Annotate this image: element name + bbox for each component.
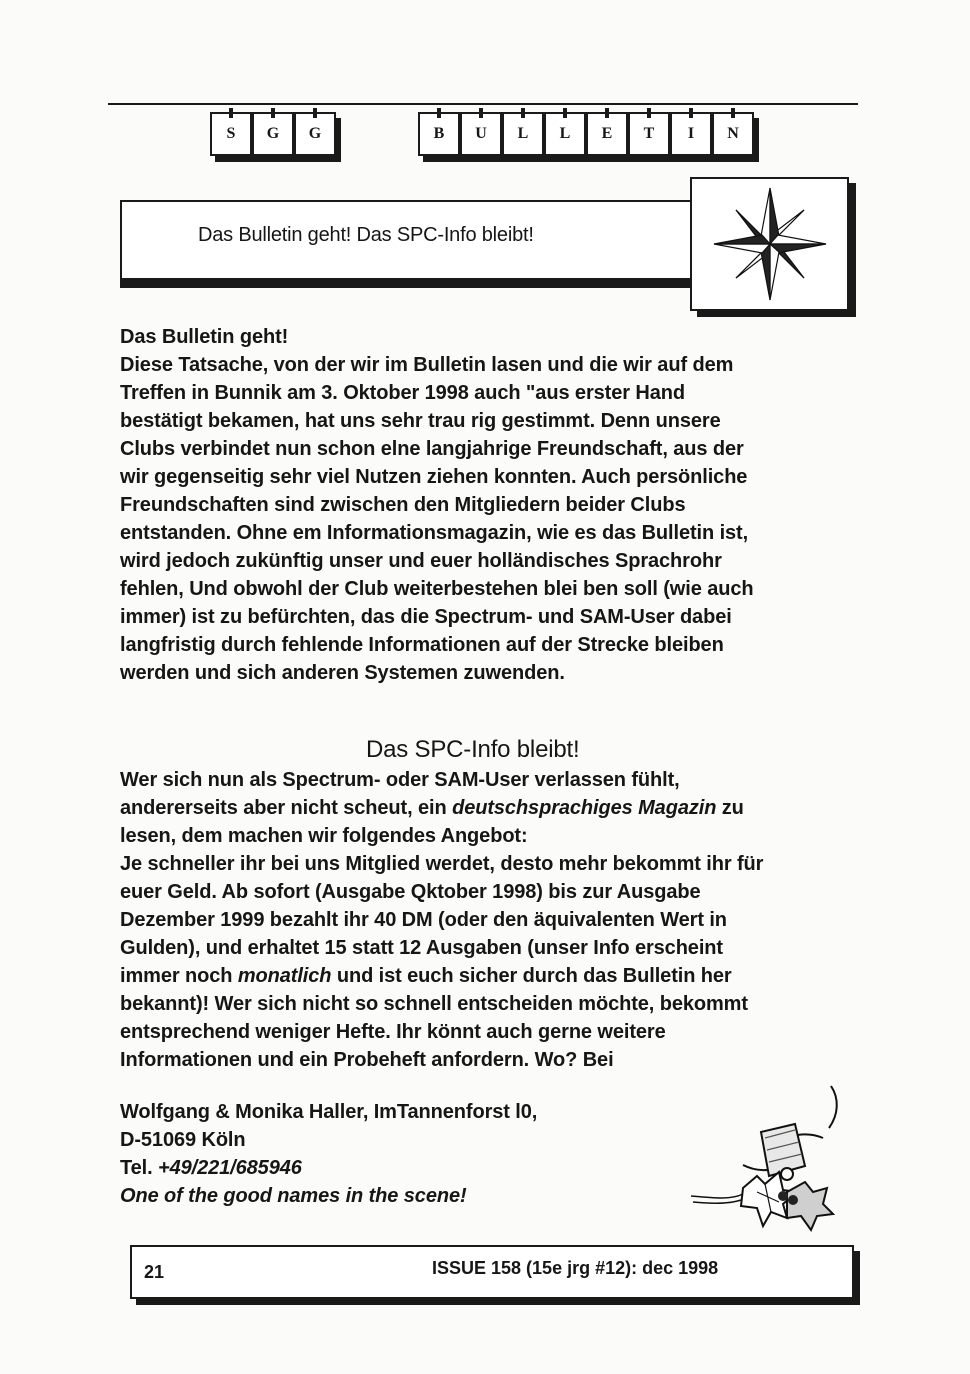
masthead-letter: G [294, 112, 336, 156]
text-line: bekannt)! Wer sich nicht so schnell entscheiden möchte, bekommt [120, 993, 748, 1015]
masthead-letter: N [712, 112, 754, 156]
masthead-letter: I [670, 112, 712, 156]
masthead-letter: B [418, 112, 460, 156]
text-line: Freundschaften sind zwischen den Mitgliedern beider Clubs [120, 494, 686, 516]
slogan-text: One of the good names in the scene! [120, 1185, 467, 1207]
text-line: entstanden. Ohne em Informationsmagazin, wie es das Bulletin ist, [120, 522, 749, 544]
text-run: zu [716, 797, 744, 819]
text-line: Wer sich nun als Spectrum- oder SAM-User verlassen fühlt, [120, 769, 680, 791]
text-line: bestätigt bekamen, hat uns sehr trau rig gestimmt. Denn unsere [120, 410, 721, 432]
masthead-letter: L [502, 112, 544, 156]
text-line [120, 962, 850, 990]
masthead-letter: S [210, 112, 252, 156]
text-line: Je schneller ihr bei uns Mitglied werdet, desto mehr bekommt ihr für [120, 853, 764, 875]
section-spc-info-bleibt [120, 766, 850, 1074]
issue-info: ISSUE 158 (15e jrg #12): dec 1998 [432, 1258, 719, 1278]
text-run: immer noch [120, 965, 238, 987]
compass-star-icon [710, 185, 830, 303]
text-line: Gulden), und erhaltet 15 statt 12 Ausgaben (unser Info erscheint [120, 937, 723, 959]
section-bulletin-geht [120, 323, 850, 687]
emphasis-text: monatlich [237, 965, 332, 987]
masthead-letter: T [628, 112, 670, 156]
masthead-letter: U [460, 112, 502, 156]
text-line: wir gegenseitig sehr viel Nutzen ziehen konnten. Auch persönliche [120, 466, 748, 488]
emphasis-text: deutschsprachiges Magazin [452, 797, 717, 819]
text-line: wird jedoch zukünftig unser und euer holländisches Sprachrohr [120, 550, 722, 572]
text-line: fehlen, Und obwohl der Club weiterbestehen blei ben soll (wie auch [120, 578, 754, 600]
text-run: und ist euch sicher durch das Bulletin her [331, 965, 732, 987]
text-line: Clubs verbindet nun schon elne langjahrige Freundschaft, aus der [120, 438, 744, 460]
headline-banner [120, 200, 702, 280]
star-box [690, 177, 849, 311]
text-line: langfristig durch fehlende Informationen auf der Strecke bleiben [120, 634, 724, 656]
section-heading: Das SPC-Info bleibt! [366, 736, 580, 763]
text-line: Informationen und ein Probeheft anfordern. Wo? Bei [120, 1049, 614, 1071]
text-line [120, 794, 850, 822]
holly-bell-icon [683, 1080, 853, 1240]
masthead-letter: L [544, 112, 586, 156]
masthead-letter: E [586, 112, 628, 156]
headline-text: Das Bulletin geht! Das SPC-Info bleibt! [198, 224, 534, 246]
text-line: werden und sich anderen Systemen zuwenden. [120, 662, 565, 684]
phone-number: +49/221/685946 [158, 1157, 302, 1179]
text-line: lesen, dem machen wir folgendes Angebot: [120, 825, 528, 847]
page-number: 21 [144, 1262, 165, 1282]
footer-bar [130, 1245, 854, 1299]
masthead-letter: G [252, 112, 294, 156]
text-line: Diese Tatsache, von der wir im Bulletin lasen und die wir auf dem [120, 354, 734, 376]
text-line: immer) ist zu befürchten, das die Spectrum- und SAM-User dabei [120, 606, 732, 628]
text-line: Treffen in Bunnik am 3. Oktober 1998 auch "aus erster Hand [120, 382, 685, 404]
text-run: andererseits aber nicht scheut, ein [120, 797, 453, 819]
text-line: euer Geld. Ab sofort (Ausgabe Qktober 1998) bis zur Ausgabe [120, 881, 701, 903]
contact-city: D-51069 Köln [120, 1129, 246, 1151]
phone-label: Tel. [120, 1157, 159, 1179]
top-rule [108, 103, 858, 105]
text-line: entsprechend weniger Hefte. Ihr könnt auch gerne weitere [120, 1021, 666, 1043]
text-line: Dezember 1999 bezahlt ihr 40 DM (oder den äquivalenten Wert in [120, 909, 727, 931]
text-line: Das Bulletin geht! [120, 326, 289, 348]
contact-address: Wolfgang & Monika Haller, ImTannenforst l0, [120, 1101, 538, 1123]
